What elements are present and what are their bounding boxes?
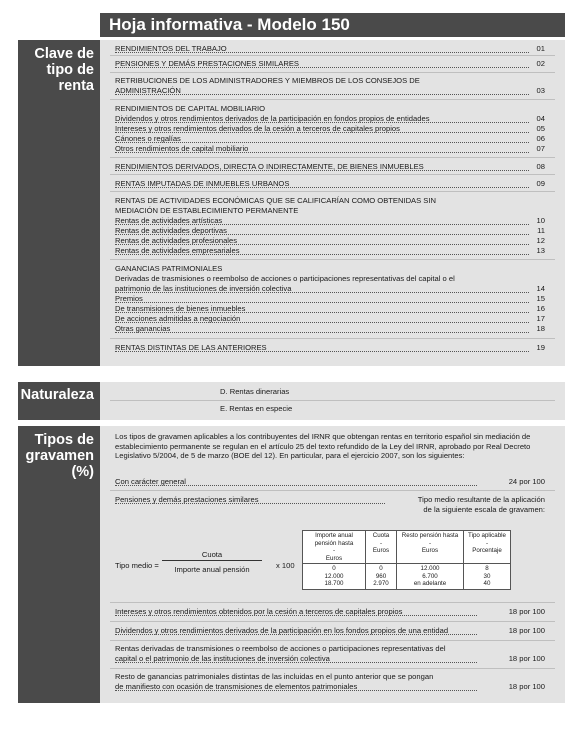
clave-row-label: ADMINISTRACIÓN — [115, 86, 181, 95]
header-text: - — [485, 539, 489, 547]
clave-heading-line: renta — [58, 78, 94, 94]
tipos-section — [18, 426, 565, 703]
clave-row — [115, 284, 545, 294]
header-text: pensión hasta — [314, 539, 354, 547]
clave-row-code: 18 — [536, 324, 545, 333]
rentas-iic-value: 18 por 100 — [508, 654, 545, 663]
clave-row-code: 01 — [536, 44, 545, 53]
dot-leader — [115, 314, 529, 323]
cell-value: 0 — [379, 565, 383, 572]
clave-row — [115, 124, 545, 134]
escala-table — [302, 530, 511, 590]
naturaleza-heading: Naturaleza — [20, 387, 94, 403]
row-divider — [110, 55, 555, 56]
rentas-iic-row — [115, 654, 545, 664]
resto-ganancias-value: 18 por 100 — [508, 682, 545, 691]
clave-heading — [18, 40, 100, 94]
clave-row-label: Derivadas de trasmisiones o reembolso de acciones o participaciones representativas del capital o el — [115, 274, 455, 283]
clave-row — [115, 246, 545, 256]
table-header — [464, 531, 511, 564]
dot-leader — [115, 226, 529, 235]
dot-leader — [115, 114, 529, 123]
dot-leader — [115, 162, 529, 171]
clave-row-code: 05 — [536, 124, 545, 133]
table-cell — [464, 564, 511, 590]
clave-row — [115, 76, 545, 86]
clave-row — [115, 264, 545, 274]
header-text: Importe anual — [315, 532, 353, 539]
fraction-numerator: Cuota — [162, 550, 262, 561]
tipo-general-label: Con carácter general — [115, 477, 186, 486]
dot-leader — [115, 179, 529, 188]
clave-row-label: Otros rendimientos de capital mobiliario — [115, 144, 249, 153]
intereses-label: Intereses y otros rendimientos obtenidos por la cesión a terceros de capitales propios — [115, 607, 403, 616]
cell-value: 6.700 — [422, 572, 438, 580]
naturaleza-item-especie: E. Rentas en especie — [220, 404, 293, 413]
clave-row — [115, 134, 545, 144]
clave-row-code: 09 — [536, 179, 545, 188]
clave-row — [115, 114, 545, 124]
dot-leader — [115, 324, 529, 333]
clave-row-code: 12 — [536, 236, 545, 245]
dividendos-value: 18 por 100 — [508, 626, 545, 635]
clave-row-label: RETRIBUCIONES DE LOS ADMINISTRADORES Y MIEMBROS DE LOS CONSEJOS DE — [115, 76, 420, 85]
header-text: - — [428, 539, 432, 547]
clave-row-label: MEDIACIÓN DE ESTABLECIMIENTO PERMANENTE — [115, 206, 299, 215]
clave-row-code: 19 — [536, 343, 545, 352]
dot-leader — [115, 246, 529, 255]
clave-row-label: Rentas de actividades empresariales — [115, 246, 240, 255]
tipo-medio-label: Tipo medio = — [115, 561, 159, 570]
clave-row-label: Otras ganancias — [115, 324, 171, 333]
clave-section — [18, 40, 565, 366]
clave-panel — [100, 40, 565, 366]
clave-row — [115, 104, 545, 114]
clave-row — [115, 236, 545, 246]
header-text: Euros — [325, 554, 343, 562]
row-divider — [110, 338, 555, 339]
intereses-value: 18 por 100 — [508, 607, 545, 616]
clave-heading-line: tipo de — [46, 62, 94, 78]
clave-row — [115, 216, 545, 226]
clave-row-code: 15 — [536, 294, 545, 303]
tipo-general-row — [115, 477, 545, 487]
dot-leader — [115, 59, 529, 68]
tipos-heading-line: (%) — [71, 464, 94, 480]
resto-ganancias-row — [115, 682, 545, 692]
clave-row — [115, 179, 545, 189]
clave-row-code: 14 — [536, 284, 545, 293]
table-cell — [397, 564, 464, 590]
resto-ganancias-label-2: de manifiesto con ocasión de transmisiones de elementos patrimoniales — [115, 682, 358, 691]
dividendos-row — [115, 626, 545, 636]
tipos-heading-line: gravamen — [25, 448, 94, 464]
dot-leader — [115, 144, 529, 153]
multiplier: x 100 — [276, 561, 295, 570]
clave-row-label: Cánones o regalías — [115, 134, 181, 143]
naturaleza-section — [18, 382, 565, 420]
row-divider — [110, 259, 555, 260]
clave-row — [115, 324, 545, 334]
clave-row-label: Rentas de actividades deportivas — [115, 226, 227, 235]
clave-row-label: Intereses y otros rendimientos derivados de la cesión a terceros de capitales propios — [115, 124, 400, 133]
table-header — [303, 531, 366, 564]
naturaleza-item-dinerarias: D. Rentas dinerarias — [220, 387, 290, 396]
pensiones-value-1: Tipo medio resultante de la aplicación — [417, 495, 545, 504]
header-text: Tipo aplicable — [468, 532, 506, 539]
clave-row-label: Rentas de actividades artísticas — [115, 216, 223, 225]
cell-value: 12.000 — [324, 572, 344, 580]
cell-value: en adelante — [413, 580, 447, 587]
fraction-denominator: Importe anual pensión — [174, 565, 250, 574]
clave-row-label: De acciones admitidas a negociación — [115, 314, 241, 323]
tipos-panel — [100, 426, 565, 703]
clave-row-label: RENTAS DISTINTAS DE LAS ANTERIORES — [115, 343, 267, 352]
clave-row-code: 04 — [536, 114, 545, 123]
dot-leader — [115, 343, 529, 352]
naturaleza-panel — [100, 382, 565, 420]
header-text: Cuota — [372, 532, 390, 539]
clave-row-label: RENTAS IMPUTADAS DE INMUEBLES URBANOS — [115, 179, 290, 188]
clave-row — [115, 343, 545, 353]
header-text: Porcentaje — [472, 547, 502, 554]
cell-value: 30 — [483, 572, 491, 580]
clave-row — [115, 206, 545, 216]
clave-row-code: 16 — [536, 304, 545, 313]
header-text: - — [332, 547, 336, 554]
clave-row-code: 06 — [536, 134, 545, 143]
clave-row-label: Dividendos y otros rendimientos derivados de la participación en fondos propios de entidades — [115, 114, 430, 123]
cell-value: 8 — [485, 565, 489, 572]
clave-row-code: 17 — [536, 314, 545, 323]
tipos-intro: Los tipos de gravamen aplicables a los contribuyentes del IRNR que obtengan rentas en territorio español sin mediación de establecimiento permanente se regulan en el artículo 25 del texto refundido de la Ley del IRNR, aprobado por Real Decreto Legislativo 5/2004, de 5 de marzo (BOE del 12). En particular, para el ejercicio 2007, son los siguientes: — [115, 432, 531, 461]
rentas-iic-label-2: capital o el patrimonio de las instituciones de inversión colectiva — [115, 654, 330, 663]
clave-row-label: Rentas de actividades profesionales — [115, 236, 237, 245]
pensiones-row — [115, 495, 545, 505]
dot-leader — [115, 44, 529, 53]
clave-row — [115, 162, 545, 172]
header-text: Resto pensión hasta — [401, 532, 459, 539]
dot-leader — [115, 236, 529, 245]
clave-row — [115, 226, 545, 236]
pensiones-label: Pensiones y demás prestaciones similares — [115, 495, 259, 504]
dot-leader — [115, 216, 529, 225]
clave-row-code: 08 — [536, 162, 545, 171]
clave-row — [115, 274, 545, 284]
clave-row — [115, 86, 545, 96]
page-title: Hoja informativa - Modelo 150 — [100, 13, 565, 37]
tipos-heading — [18, 426, 100, 480]
row-divider — [110, 191, 555, 192]
clave-row-label: RENTAS DE ACTIVIDADES ECONÓMICAS QUE SE CALIFICARÍAN COMO OBTENIDAS SIN — [115, 196, 436, 205]
pensiones-value-2: de la siguiente escala de gravamen: — [423, 505, 545, 514]
cell-value: 18.700 — [324, 580, 344, 587]
clave-row-code: 11 — [537, 226, 545, 235]
intereses-row — [115, 607, 545, 617]
clave-row-label: Premios — [115, 294, 143, 303]
header-text: - — [379, 539, 383, 547]
resto-ganancias-label-1: Resto de ganancias patrimoniales distintas de las incluidas en el punto anterior que se pongan — [115, 672, 434, 681]
table-cell — [303, 564, 366, 590]
clave-row-code: 10 — [536, 216, 545, 225]
dot-leader — [115, 304, 529, 313]
clave-row — [115, 196, 545, 206]
cell-value: 40 — [483, 580, 491, 587]
dot-leader — [115, 294, 529, 303]
cell-value: 0 — [332, 565, 336, 572]
row-divider — [110, 72, 555, 73]
row-divider — [110, 99, 555, 100]
clave-row — [115, 144, 545, 154]
clave-row — [115, 59, 545, 69]
clave-row-code: 13 — [536, 246, 545, 255]
clave-row-code: 07 — [536, 144, 545, 153]
clave-row-code: 03 — [536, 86, 545, 95]
clave-row-label: De transmisiones de bienes inmuebles — [115, 304, 246, 313]
cell-value: 2.970 — [373, 580, 389, 587]
table-header-row — [303, 531, 511, 564]
dividendos-label: Dividendos y otros rendimientos derivados de la participación en los fondos propios de una entidad — [115, 626, 449, 635]
row-divider — [110, 157, 555, 158]
clave-row-label: RENDIMIENTOS DERIVADOS, DIRECTA O INDIRECTAMENTE, DE BIENES INMUEBLES — [115, 162, 424, 171]
clave-row — [115, 314, 545, 324]
header-text: Euros — [372, 547, 390, 554]
dot-leader — [115, 284, 529, 293]
clave-row-label: PENSIONES Y DEMÁS PRESTACIONES SIMILARES — [115, 59, 299, 68]
row-divider — [110, 174, 555, 175]
dot-leader — [115, 134, 529, 143]
header-text: Euros — [421, 547, 439, 554]
clave-row-label: patrimonio de las instituciones de inversión colectiva — [115, 284, 292, 293]
rentas-iic-label-1: Rentas derivadas de transmisiones o reembolso de acciones o participaciones representativas del — [115, 644, 446, 653]
clave-row-label: RENDIMIENTOS DEL TRABAJO — [115, 44, 227, 53]
table-header — [397, 531, 464, 564]
clave-row — [115, 44, 545, 54]
clave-row-label: GANANCIAS PATRIMONIALES — [115, 264, 223, 273]
clave-row — [115, 304, 545, 314]
clave-heading-line: Clave de — [34, 46, 94, 62]
cell-value: 12.000 — [420, 565, 440, 572]
clave-row-label: RENDIMIENTOS DE CAPITAL MOBILIARIO — [115, 104, 266, 113]
cell-value: 960 — [375, 572, 387, 580]
dot-leader — [115, 124, 529, 133]
table-header — [366, 531, 397, 564]
table-body-row — [303, 564, 511, 590]
clave-row-code: 02 — [536, 59, 545, 68]
clave-row — [115, 294, 545, 304]
table-cell — [366, 564, 397, 590]
dot-leader — [115, 86, 529, 95]
tipos-heading-line: Tipos de — [34, 432, 94, 448]
tipo-general-value: 24 por 100 — [508, 477, 545, 486]
